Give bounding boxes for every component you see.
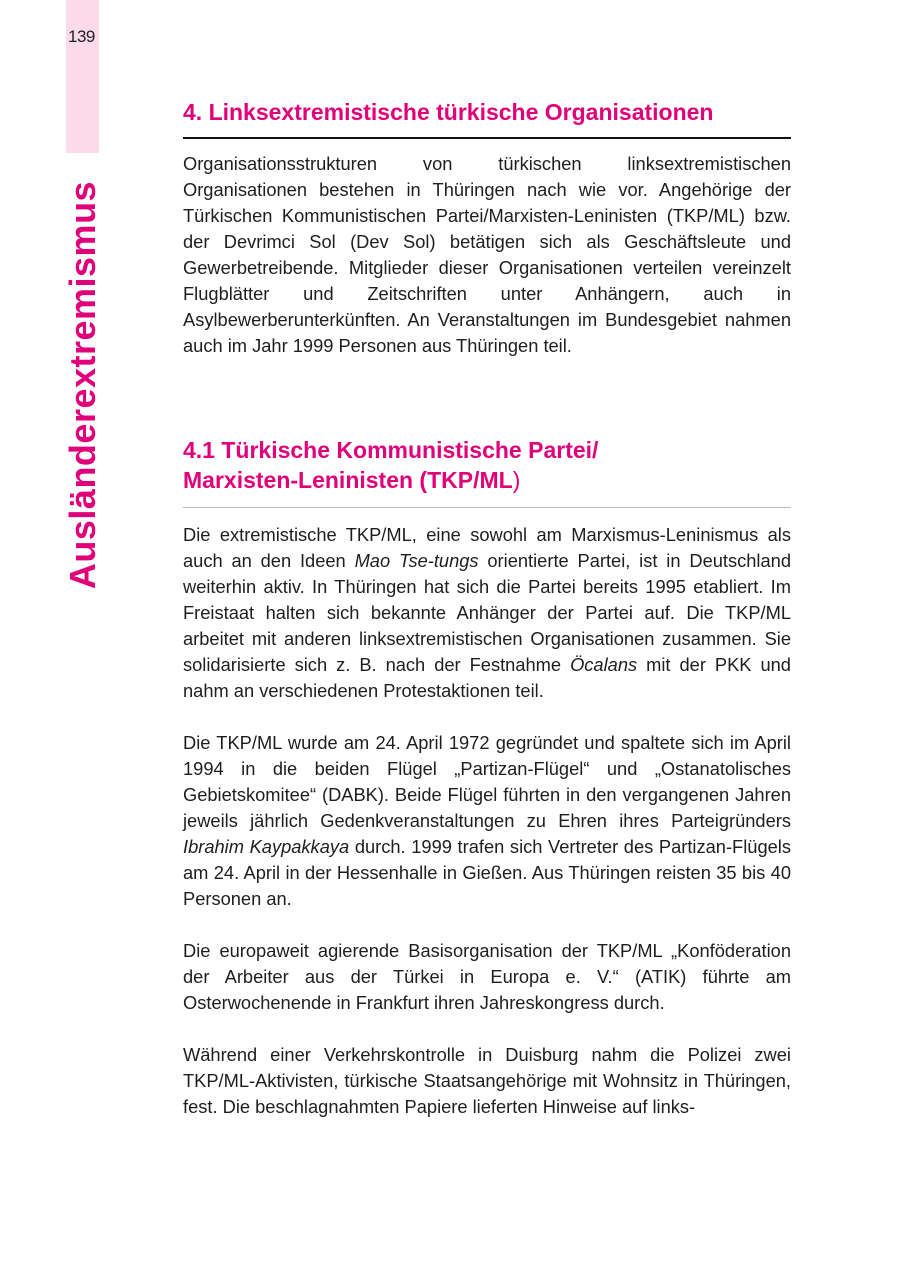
chapter-label: Ausländerextremismus (62, 180, 103, 590)
chapter-color-strip (66, 0, 99, 153)
page-number: 139 (68, 27, 95, 46)
paragraph-1-part-a: Die extremistische TKP/ML, eine sowohl am Marxismus-Leninismus als auch an den Ideen (183, 524, 791, 571)
section-paragraph: Organisationsstrukturen von türkischen linksextremistischen Organisationen bestehen in Thüringen nach wie vor. Angehörige der Türkischen Kommunistischen Partei/Marxisten-Leninisten (TKP/ML) bzw. der Devrimci Sol (Dev Sol) betätigen sich als Geschäftsleute und Gewerbetreibende. Mitglieder dieser Organisationen verteilen vereinzelt Flugblätter und Zeitschriften unter Anhängern, auch in Asylbewerberunterkünften. An Veranstaltungen im Bundesgebiet nahmen auch im Jahr 1999 Personen aus Thüringen teil. (183, 153, 791, 356)
section-heading: 4. Linksextremistische türkische Organisationen (183, 96, 791, 139)
paragraph-2-part-a: Die TKP/ML wurde am 24. April 1972 gegründet und spaltete sich im April 1994 in die beiden Flügel „Partizan-Flügel“ und „Ostanatolisches Gebietskomitee“ (DABK). Beide Flügel führten in den vergangenen Jahren jeweils jährlich Gedenkveranstaltungen zu Ehren ihres Parteigründers (183, 732, 791, 831)
paragraph-1-emphasis-2: Öcalans (570, 654, 638, 675)
paragraph-2-part-b: durch. 1999 trafen sich Vertreter des Partizan-Flügels am 24. April in der Hessenhalle in Gießen. Aus Thüringen reisten 35 bis 40 Personen an. (183, 836, 791, 909)
paragraph-1-emphasis-1: Mao Tse-tungs (354, 550, 479, 571)
subsection-heading-line1: 4.1 Türkische Kommunistische Partei/ (183, 437, 599, 463)
paragraph-4: Während einer Verkehrskontrolle in Duisburg nahm die Polizei zwei TKP/ML-Aktivisten, türkische Staatsangehörige mit Wohnsitz in Thüringen, fest. Die beschlagnahmten Papiere lieferten Hinweise auf links- (183, 1044, 791, 1117)
paragraph-2-emphasis: Ibrahim Kaypakkaya (183, 836, 350, 857)
paragraph-1-part-c: mit der PKK und nahm an verschiedenen Protestaktionen teil. (183, 654, 791, 701)
paragraph-3: Die europaweit agierende Basisorganisation der TKP/ML „Konföderation der Arbeiter aus der Türkei in Europa e. V.“ (ATIK) führte am Osterwochenende in Frankfurt ihren Jahreskongress durch. (183, 940, 791, 1013)
subsection-heading-close: ) (512, 467, 521, 493)
paragraph-1-part-b: orientierte Partei, ist in Deutschland weiterhin aktiv. In Thüringen hat sich die Partei bereits 1995 etabliert. Im Freistaat halten sich bekannte Anhänger der Partei auf. Die TKP/ML arbeitet mit anderen linksextremistischen Organisationen zusammen. Sie solidarisierte sich z. B. nach der Festnahme (183, 550, 791, 675)
paragraph-2 (183, 730, 791, 912)
page-content (183, 96, 791, 1120)
subsection-heading-line2: Marxisten-Leninisten (TKP/ML (183, 467, 513, 493)
subsection-heading (183, 435, 791, 508)
paragraph-1 (183, 522, 791, 704)
